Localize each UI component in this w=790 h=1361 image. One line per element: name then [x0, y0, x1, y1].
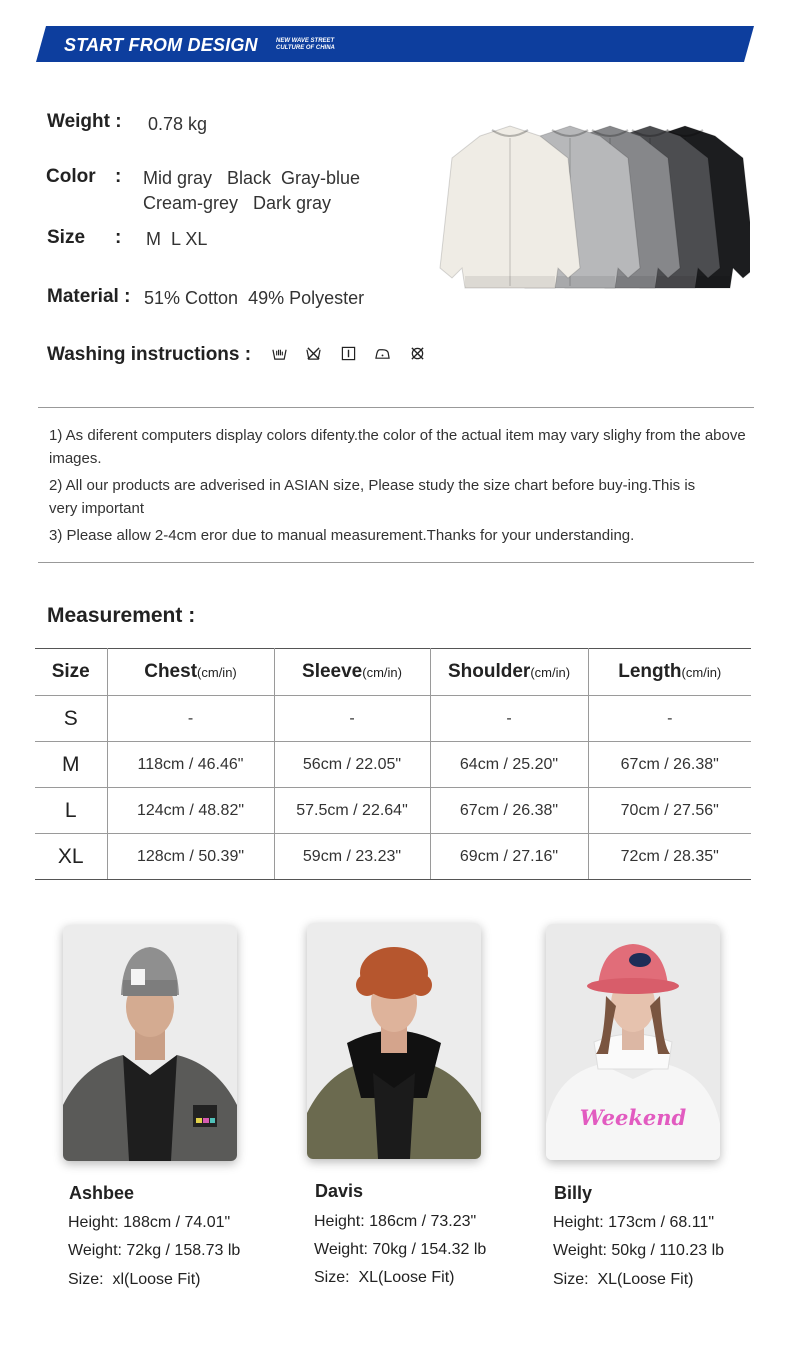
header-length: Length(cm/in): [588, 649, 751, 696]
banner-subtitle: [276, 38, 335, 52]
table-cell-size: XL: [35, 834, 107, 880]
table-cell: 70cm / 27.56": [588, 788, 751, 834]
table-cell-size: M: [35, 742, 107, 788]
table-header-row: [35, 649, 751, 696]
table-row: [35, 696, 751, 742]
table-cell: 64cm / 25.20": [430, 742, 588, 788]
note-2: 2) All our products are adverised in ASIAN size, Please study the size chart before buy-ing.This is very important: [49, 477, 696, 517]
header-shoulder: Shoulder(cm/in): [430, 649, 588, 696]
color-values-line-1: Mid gray Black Gray-blue: [143, 168, 361, 188]
weight-label: Weight :: [47, 111, 122, 132]
banner-title: START FROM DESIGN: [64, 35, 258, 55]
table-row: [35, 742, 751, 788]
table-cell: -: [274, 696, 430, 742]
table-cell: 69cm / 27.16": [430, 834, 588, 880]
header-chest: Chest(cm/in): [107, 649, 274, 696]
table-cell: -: [430, 696, 588, 742]
material-label: Material :: [47, 286, 131, 307]
table-cell-size: L: [35, 788, 107, 834]
jacket-colorway-image: [430, 118, 750, 298]
washing-label: Washing instructions :: [47, 344, 252, 365]
size-label: Size: [47, 227, 86, 248]
shirt-print-text: Weekend: [579, 1105, 687, 1130]
divider-bottom: [38, 562, 754, 563]
model-height-ashbee: Height: 188cm / 74.01": [68, 1214, 231, 1231]
table-cell: 118cm / 46.46": [107, 742, 274, 788]
model-size-ashbee: Size: xl(Loose Fit): [68, 1271, 201, 1288]
table-cell: 67cm / 26.38": [430, 788, 588, 834]
note-3: 3) Please allow 2-4cm eror due to manual measurement.Thanks for your understanding.: [49, 527, 635, 544]
table-cell: 59cm / 23.23": [274, 834, 430, 880]
note-1: 1) As diferent computers display colors difenty.the color of the actual item may vary slighy from the above images.: [49, 427, 746, 467]
model-name-billy: Billy: [554, 1183, 593, 1203]
model-photo-billy: [546, 924, 720, 1160]
table-cell: 72cm / 28.35": [588, 834, 751, 880]
model-weight-ashbee: Weight: 72kg / 158.73 lb: [68, 1242, 241, 1259]
table-cell-size: S: [35, 696, 107, 742]
model-height-davis: Height: 186cm / 73.23": [314, 1213, 477, 1230]
table-cell: -: [588, 696, 751, 742]
weight-value: 0.78 kg: [148, 114, 208, 134]
material-value: 51% Cotton 49% Polyester: [144, 288, 365, 308]
color-colon: :: [115, 166, 122, 187]
no-dry-clean-icon: [410, 346, 425, 361]
model-weight-billy: Weight: 50kg / 110.23 lb: [553, 1242, 725, 1259]
measurement-table: [35, 648, 751, 880]
line-dry-icon: [341, 346, 356, 361]
model-name-davis: Davis: [315, 1181, 364, 1201]
model-name-ashbee: Ashbee: [69, 1183, 135, 1203]
table-cell: 56cm / 22.05": [274, 742, 430, 788]
size-colon: :: [115, 227, 122, 248]
model-size-davis: Size: XL(Loose Fit): [314, 1269, 455, 1286]
model-photo-ashbee: [63, 925, 237, 1161]
banner-subtitle-line-2: CULTURE OF CHINA: [276, 45, 335, 51]
table-row: [35, 834, 751, 880]
measurement-title: Measurement :: [47, 604, 196, 627]
color-values-line-2: Cream-grey Dark gray: [143, 193, 332, 213]
header-sleeve: Sleeve(cm/in): [274, 649, 430, 696]
table-cell: 128cm / 50.39": [107, 834, 274, 880]
table-cell: 67cm / 26.38": [588, 742, 751, 788]
no-tumble-dry-icon: [306, 346, 321, 361]
model-size-billy: Size: XL(Loose Fit): [553, 1271, 694, 1288]
header-size: Size: [35, 649, 107, 696]
table-cell: 57.5cm / 22.64": [274, 788, 430, 834]
model-height-billy: Height: 173cm / 68.11": [553, 1214, 715, 1231]
iron-low-icon: [375, 346, 390, 361]
model-weight-davis: Weight: 70kg / 154.32 lb: [314, 1241, 487, 1258]
hand-wash-icon: [272, 346, 287, 361]
table-row: [35, 788, 751, 834]
table-cell: -: [107, 696, 274, 742]
jacket-cream: [440, 126, 580, 288]
banner-subtitle-line-1: NEW WAVE STREET: [276, 38, 335, 44]
table-cell: 124cm / 48.82": [107, 788, 274, 834]
color-label: Color: [46, 166, 96, 187]
divider-top: [38, 407, 754, 408]
size-values: M L XL: [146, 229, 208, 249]
model-photo-davis: [307, 923, 481, 1159]
